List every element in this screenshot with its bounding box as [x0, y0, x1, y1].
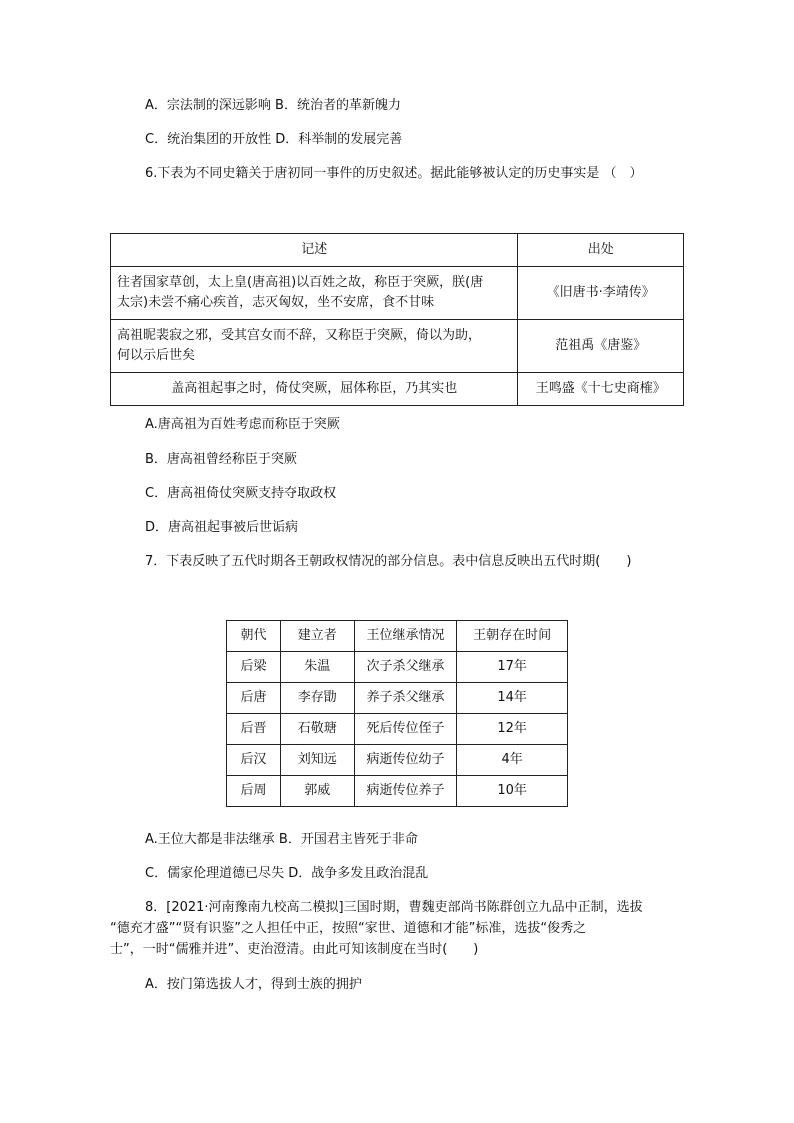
q5-options-line2: C．统治集团的开放性 D．科举制的发展完善	[145, 132, 403, 147]
table-cell	[111, 320, 518, 373]
table-row	[227, 714, 568, 745]
q8-stem-line1: 8．[2021·河南豫南九校高二模拟]三国时期，曹魏吏部尚书陈群创立九品中正制，选拔	[145, 900, 643, 915]
q8-stem-line3: 士”，一时“儒雅并进”、吏治澄清。由此可知该制度在当时( )	[110, 942, 479, 957]
q6-table	[110, 233, 684, 406]
table-cell: 病逝传位养子	[354, 776, 457, 807]
table-header-cell: 记述	[111, 234, 518, 267]
table-row	[227, 745, 568, 776]
q7-stem: 7．下表反映了五代时期各王朝政权情况的部分信息。表中信息反映出五代时期( )	[145, 554, 632, 569]
table-cell: 后唐	[227, 683, 281, 714]
q8-stem-line2: “德充才盛”“贤有识鉴”之人担任中正，按照“家世、道德和才能”标准，选拔“俊秀之	[110, 921, 587, 936]
table-cell: 后汉	[227, 745, 281, 776]
table-cell: 《旧唐书·李靖传》	[518, 267, 684, 320]
table-header-cell: 王朝存在时间	[457, 621, 568, 652]
table-cell: 次子杀父继承	[354, 652, 457, 683]
table-header-row	[227, 621, 568, 652]
q7-table	[226, 620, 568, 807]
table-row	[111, 320, 684, 373]
q8-option-a: A．按门第选拔人才，得到士族的拥护	[145, 977, 362, 992]
table-row	[227, 683, 568, 714]
table-cell: 王鸣盛《十七史商榷》	[518, 373, 684, 406]
cell-text-line: 往者国家草创，太上皇(唐高祖)以百姓之故，称臣于突厥，朕(唐	[117, 275, 484, 290]
table-cell: 盖高祖起事之时，倚仗突厥，屈体称臣，乃其实也	[111, 373, 518, 406]
table-cell: 郭威	[281, 776, 355, 807]
cell-text-line: 高祖昵裴寂之邪，受其宫女而不辞，又称臣于突厥，倚以为助，	[117, 328, 482, 343]
cell-text-line: 何以示后世矣	[117, 348, 196, 363]
q6-option-b: B．唐高祖曾经称臣于突厥	[145, 452, 297, 467]
q7-options-line2: C．儒家伦理道德已尽失 D．战争多发且政治混乱	[145, 866, 429, 881]
table-cell: 养子杀父继承	[354, 683, 457, 714]
table-cell: 石敬瑭	[281, 714, 355, 745]
table-cell: 4年	[457, 745, 568, 776]
table-cell: 后晋	[227, 714, 281, 745]
q6-option-d: D．唐高祖起事被后世诟病	[145, 520, 299, 535]
table-cell: 14年	[457, 683, 568, 714]
table-header-cell: 出处	[518, 234, 684, 267]
table-cell: 朱温	[281, 652, 355, 683]
table-cell: 死后传位侄子	[354, 714, 457, 745]
table-row	[111, 373, 684, 406]
table-header-cell: 建立者	[281, 621, 355, 652]
q6-option-c: C．唐高祖倚仗突厥支持夺取政权	[145, 486, 337, 501]
table-cell	[111, 267, 518, 320]
table-cell: 病逝传位幼子	[354, 745, 457, 776]
table-row	[111, 267, 684, 320]
cell-text-line: 太宗)未尝不痛心疾首，志灭匈奴，坐不安席，食不甘味	[117, 295, 435, 310]
q6-stem: 6.下表为不同史籍关于唐初同一事件的历史叙述。据此能够被认定的历史事实是 （ ）	[145, 166, 643, 181]
table-row	[227, 652, 568, 683]
table-header-cell: 王位继承情况	[354, 621, 457, 652]
table-header-cell: 朝代	[227, 621, 281, 652]
table-cell: 后周	[227, 776, 281, 807]
table-header-row	[111, 234, 684, 267]
q7-options-line1: A.王位大都是非法继承 B．开国君主皆死于非命	[145, 832, 418, 847]
q5-options-line1: A．宗法制的深远影响 B．统治者的革新魄力	[145, 98, 401, 113]
table-cell: 后梁	[227, 652, 281, 683]
q6-option-a: A.唐高祖为百姓考虑而称臣于突厥	[145, 417, 340, 432]
table-cell: 范祖禹《唐鉴》	[518, 320, 684, 373]
table-cell: 10年	[457, 776, 568, 807]
table-cell: 李存勖	[281, 683, 355, 714]
table-cell: 刘知远	[281, 745, 355, 776]
table-cell: 12年	[457, 714, 568, 745]
table-row	[227, 776, 568, 807]
table-cell: 17年	[457, 652, 568, 683]
